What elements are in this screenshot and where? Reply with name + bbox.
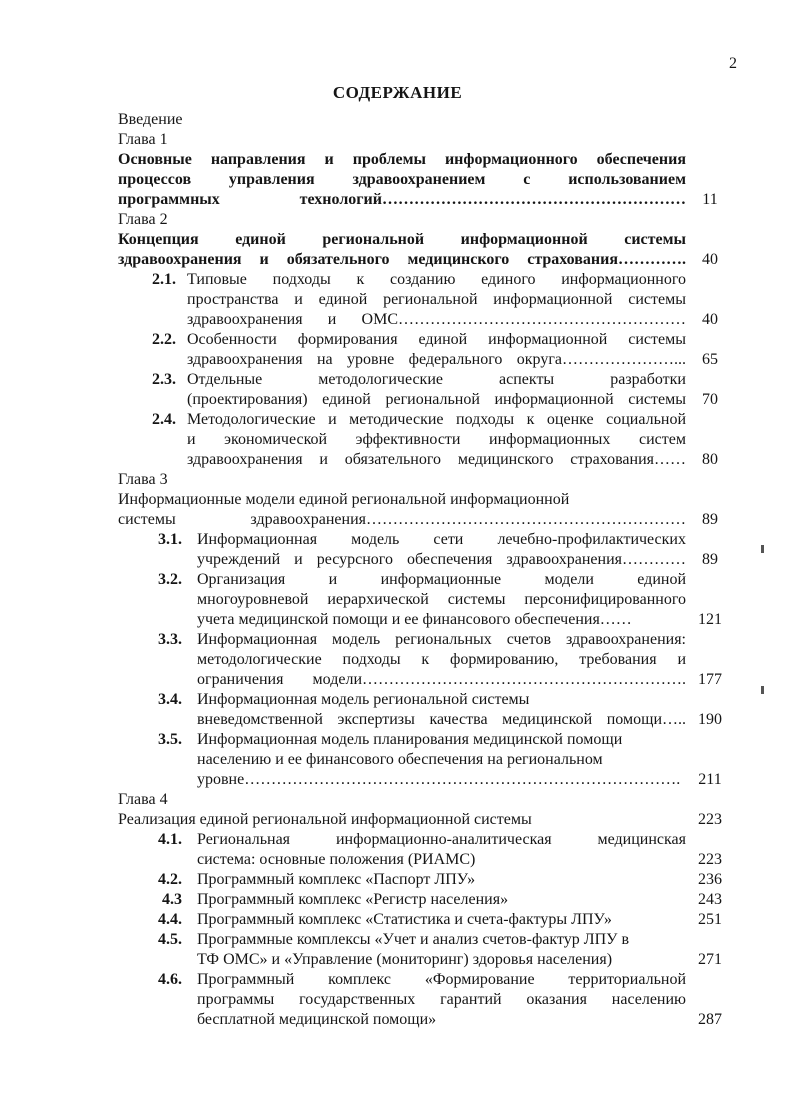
section-title: учета медицинской помощи и ее финансового обеспечения…… — [197, 611, 632, 628]
section-title: Информационная модель региональных счетов здравоохранения: — [197, 631, 686, 648]
chapter-3-label: Глава 3 — [118, 471, 168, 488]
chapter-2-page: 40 — [702, 251, 718, 268]
chapter-1-title: процессов управления здравоохранением с использованием — [118, 171, 686, 188]
section-number: 4.3 — [162, 891, 182, 908]
section-title: Информационная модель сети лечебно-профилактических — [197, 531, 686, 548]
section-number: 3.3. — [158, 631, 182, 648]
section-page: 40 — [702, 311, 718, 328]
section-page: 121 — [698, 611, 722, 628]
chapter-1-page: 11 — [702, 191, 718, 208]
section-title: и экономической эффективности информационных систем — [187, 431, 686, 448]
section-title: Методологические и методические подходы к оценке социальной — [187, 411, 686, 428]
scan-mark — [761, 545, 764, 553]
section-title: Программный комплекс «Формирование территориальной — [197, 971, 686, 988]
section-number: 2.4. — [152, 411, 176, 428]
section-title: Типовые подходы к созданию единого информационного — [187, 271, 686, 288]
chapter-4-label: Глава 4 — [118, 791, 168, 808]
section-page: 251 — [698, 911, 722, 928]
page-number: 2 — [729, 55, 737, 72]
section-number: 4.6. — [158, 971, 182, 988]
section-title: многоуровневой иерархической системы персонифицированного — [197, 591, 686, 608]
section-title: ограничения модели……………………………………………………. — [197, 671, 686, 688]
toc-intro: Введение — [118, 111, 183, 128]
section-title: Программный комплекс «Статистика и счета-фактуры ЛПУ» — [197, 911, 612, 928]
chapter-2-label: Глава 2 — [118, 211, 168, 228]
section-title: методологические подходы к формированию, требования и — [197, 651, 686, 668]
section-page: 89 — [702, 551, 718, 568]
section-number: 2.2. — [152, 331, 176, 348]
chapter-2-title: здравоохранения и обязательного медицинского страхования…………. — [118, 251, 686, 268]
section-title: ТФ ОМС» и «Управление (мониторинг) здоровья населения) — [197, 951, 613, 968]
section-number: 2.3. — [152, 371, 176, 388]
section-number: 3.1. — [158, 531, 182, 548]
section-page: 177 — [698, 671, 722, 688]
section-page: 211 — [698, 771, 722, 788]
section-title: Особенности формирования единой информационной системы — [187, 331, 686, 348]
section-page: 223 — [698, 851, 722, 868]
section-page: 236 — [698, 871, 722, 888]
table-of-contents — [0, 110, 795, 1030]
section-title: Информационная модель планирования медицинской помощи — [197, 731, 623, 748]
chapter-3-page: 89 — [702, 511, 718, 528]
section-page: 65 — [702, 351, 718, 368]
section-page: 287 — [698, 1011, 722, 1028]
section-title: (проектирования) единой региональной информационной системы — [187, 391, 686, 408]
section-number: 4.2. — [158, 871, 182, 888]
chapter-3-title: Информационные модели единой региональной информационной — [118, 491, 570, 508]
section-page: 271 — [698, 951, 722, 968]
chapter-4-page: 223 — [698, 811, 722, 828]
section-title: Программный комплекс «Регистр населения» — [197, 891, 509, 908]
section-title: Информационная модель региональной системы — [197, 691, 530, 708]
section-page: 70 — [702, 391, 718, 408]
section-title: здравоохранения и обязательного медицинского страхования…… — [187, 451, 686, 468]
section-number: 4.1. — [158, 831, 182, 848]
page-title: СОДЕРЖАНИЕ — [332, 83, 463, 102]
chapter-3-title: системы здравоохранения…………………………………………………… — [118, 511, 686, 528]
section-number: 3.2. — [158, 571, 182, 588]
chapter-4-title: Реализация единой региональной информационной системы — [118, 811, 532, 828]
section-title: населению и ее финансового обеспечения на региональном — [197, 751, 603, 768]
section-title: здравоохранения на уровне федерального округа…………………... — [187, 351, 686, 368]
chapter-1-title: программных технологий………………………………………………… — [118, 191, 686, 208]
section-page: 80 — [702, 451, 718, 468]
scan-mark — [761, 686, 764, 694]
section-title: бесплатной медицинской помощи» — [197, 1011, 437, 1028]
section-title: учреждений и ресурсного обеспечения здравоохранения………… — [197, 551, 686, 568]
section-title: уровне………………………………………………………………………. — [197, 771, 681, 788]
section-title: Программный комплекс «Паспорт ЛПУ» — [197, 871, 476, 888]
section-number: 4.4. — [158, 911, 182, 928]
section-title: Организация и информационные модели единой — [197, 571, 686, 588]
section-number: 4.5. — [158, 931, 182, 948]
chapter-1-label: Глава 1 — [118, 131, 168, 148]
section-page: 243 — [698, 891, 722, 908]
section-number: 3.4. — [158, 691, 182, 708]
section-title: Региональная информационно-аналитическая медицинская — [197, 831, 686, 848]
section-title: программы государственных гарантий оказания населению — [197, 991, 686, 1008]
chapter-1-title: Основные направления и проблемы информационного обеспечения — [118, 151, 686, 168]
section-title: вневедомственной экспертизы качества медицинской помощи….. — [197, 711, 686, 728]
section-title: здравоохранения и ОМС……………………………………………… — [187, 311, 686, 328]
section-title: Отдельные методологические аспекты разработки — [187, 371, 686, 388]
section-title: Программные комплексы «Учет и анализ счетов-фактур ЛПУ в — [197, 931, 630, 948]
section-number: 3.5. — [158, 731, 182, 748]
section-title: система: основные положения (РИАМС) — [197, 851, 476, 868]
section-page: 190 — [698, 711, 722, 728]
section-title: пространства и единой региональной информационной системы — [187, 291, 686, 308]
chapter-2-title: Концепция единой региональной информационной системы — [118, 231, 686, 248]
section-number: 2.1. — [152, 271, 176, 288]
